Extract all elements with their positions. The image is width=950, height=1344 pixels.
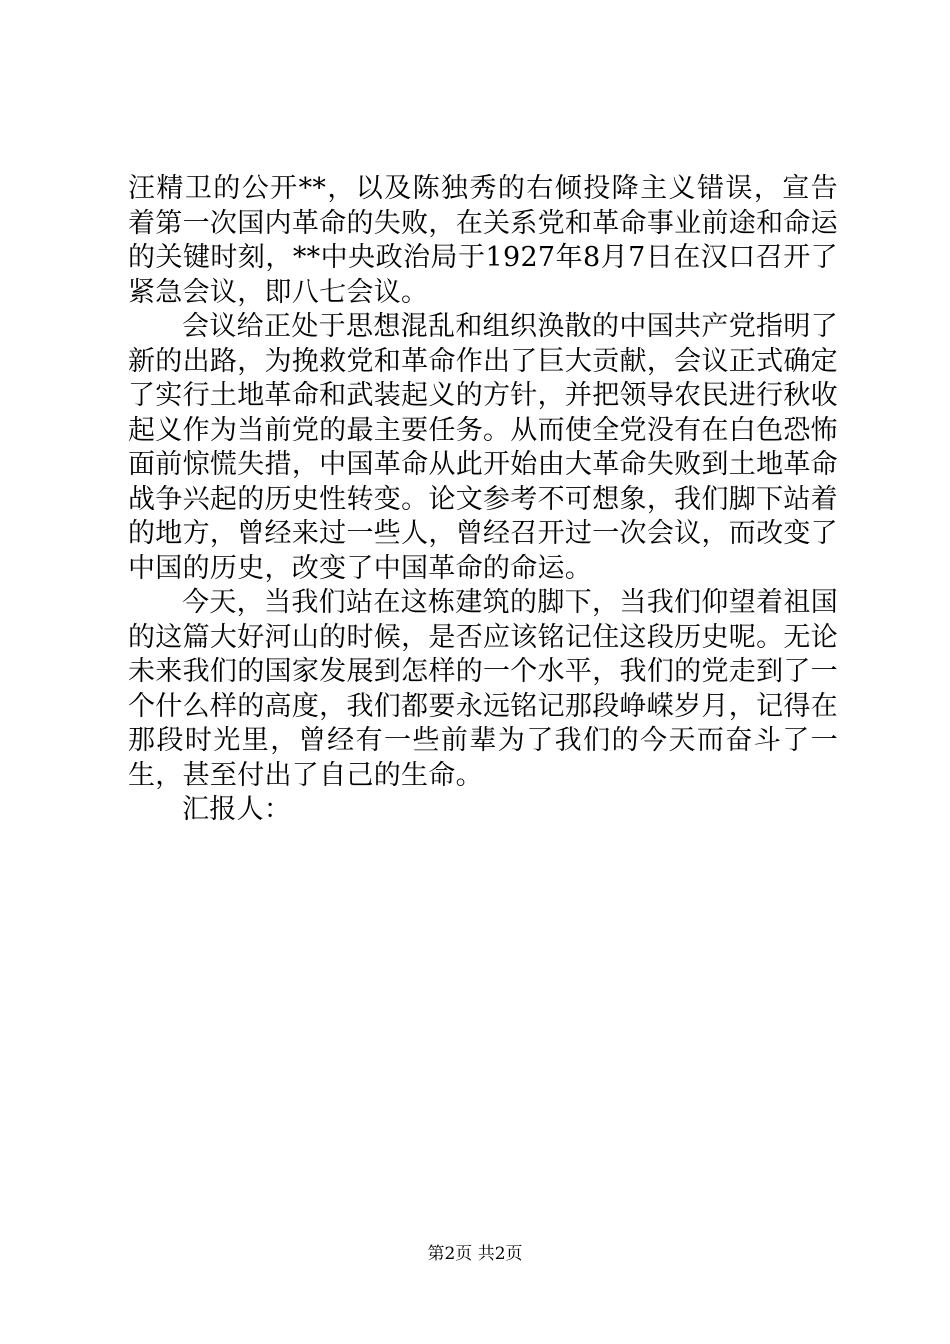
paragraph-continuation: 汪精卫的公开**，以及陈独秀的右倾投降主义错误，宣告着第一次国内革命的失败，在关系党和革命事业前途和命运的关键时刻，**中央政治局于1927年8月7日在汉口召开了紧急会议，即八七会议。: [128, 173, 838, 308]
paragraph-today: 今天，当我们站在这栋建筑的脚下，当我们仰望着祖国的这篇大好河山的时候，是否应该铭记住这段历史呢。无论未来我们的国家发展到怎样的一个水平，我们的党走到了一个什么样的高度，我们都要永远铭记那段峥嵘岁月，记得在那段时光里，曾经有一些前辈为了我们的今天而奋斗了一生，甚至付出了自己的生命。: [128, 587, 838, 791]
page-footer: 第2页 共2页: [427, 1244, 523, 1264]
paragraph-meeting: 会议给正处于思想混乱和组织涣散的中国共产党指明了新的出路，为挽救党和革命作出了巨大贡献，会议正式确定了实行土地革命和武装起义的方针，并把领导农民进行秋收起义作为当前党的最主要任务。从而使全党没有在白色恐怖面前惊慌失措，中国革命从此开始由大革命失败到土地革命战争兴起的历史性转变。论文参考不可想象，我们脚下站着的地方，曾经来过一些人，曾经召开过一次会议，而改变了中国的历史，改变了中国革命的命运。: [128, 311, 838, 584]
reporter-line: 汇报人：: [182, 794, 292, 825]
document-body: [128, 172, 838, 828]
